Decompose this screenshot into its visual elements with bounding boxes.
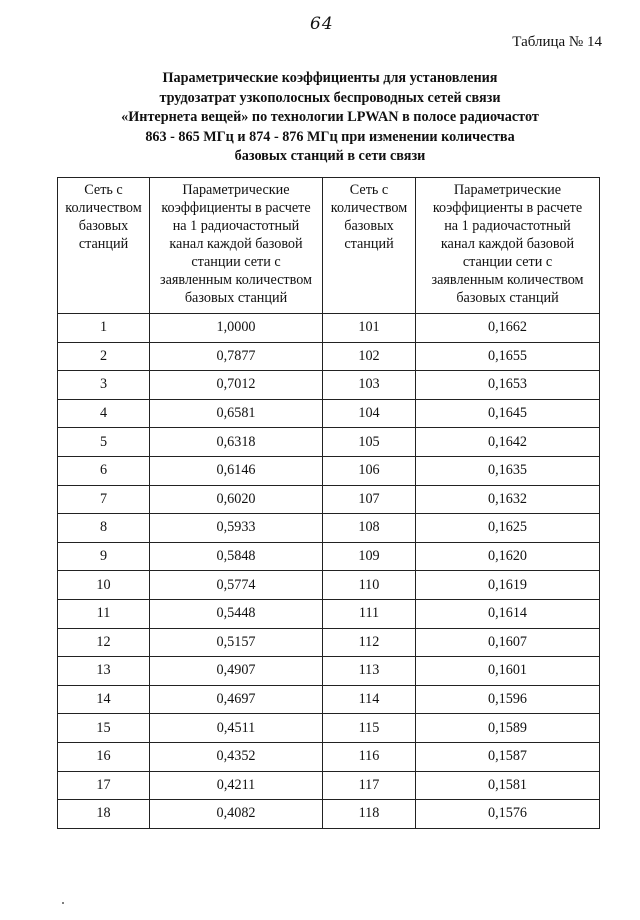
- table-cell: 14: [58, 685, 150, 714]
- table-cell: 0,4511: [150, 714, 323, 743]
- table-cell: 0,1576: [416, 800, 600, 829]
- table-cell: 0,4211: [150, 771, 323, 800]
- column-header-line: на 1 радиочастотный: [172, 218, 300, 234]
- column-header: [323, 178, 416, 314]
- table-cell: 0,4907: [150, 657, 323, 686]
- table-row: [58, 399, 600, 428]
- table-cell: 0,1589: [416, 714, 600, 743]
- page-number: 64: [310, 14, 334, 34]
- column-header-line: Параметрические: [453, 182, 562, 198]
- table-cell: 0,1614: [416, 599, 600, 628]
- table-cell: 0,5157: [150, 628, 323, 657]
- column-header-line: заявленным количеством: [431, 272, 584, 288]
- column-header-line: базовых станций: [184, 290, 288, 306]
- column-header-line: канал каждой базовой: [169, 236, 303, 252]
- table-cell: 8: [58, 514, 150, 543]
- table-row: [58, 685, 600, 714]
- table-cell: 108: [323, 514, 416, 543]
- title-line: 863 - 865 МГц и 874 - 876 МГц при изменении количества: [145, 128, 515, 145]
- table-row: [58, 456, 600, 485]
- table-cell: 101: [323, 314, 416, 343]
- column-header-line: коэффициенты в расчете: [432, 200, 583, 216]
- header-row: [58, 178, 600, 314]
- title-line: базовых станций в сети связи: [234, 148, 426, 164]
- table-cell: 0,6581: [150, 399, 323, 428]
- table-row: [58, 571, 600, 600]
- table-cell: 15: [58, 714, 150, 743]
- table-cell: 0,1620: [416, 542, 600, 571]
- table-cell: 16: [58, 742, 150, 771]
- table-row: [58, 342, 600, 371]
- table-cell: 0,1607: [416, 628, 600, 657]
- column-header-line: Параметрические: [182, 182, 290, 198]
- column-header-line: станций: [78, 236, 129, 252]
- table-cell: 113: [323, 657, 416, 686]
- column-header: [150, 178, 323, 314]
- table-row: [58, 742, 600, 771]
- table-cell: 18: [58, 800, 150, 829]
- table-row: [58, 371, 600, 400]
- table-cell: 5: [58, 428, 150, 457]
- table-cell: 11: [58, 599, 150, 628]
- column-header-line: станций: [344, 236, 394, 252]
- column-header-line: базовых: [344, 218, 394, 234]
- column-header-line: станции сети с: [191, 254, 281, 270]
- table-cell: 0,1596: [416, 685, 600, 714]
- table-cell: 0,1655: [416, 342, 600, 371]
- table-cell: 0,1601: [416, 657, 600, 686]
- table-cell: 2: [58, 342, 150, 371]
- table-cell: 0,5774: [150, 571, 323, 600]
- table-row: [58, 657, 600, 686]
- table-cell: 0,4352: [150, 742, 323, 771]
- table-cell: 12: [58, 628, 150, 657]
- table-cell: 4: [58, 399, 150, 428]
- table-cell: 117: [323, 771, 416, 800]
- table-cell: 0,7877: [150, 342, 323, 371]
- coefficients-table: [57, 177, 600, 829]
- table-cell: 0,1645: [416, 399, 600, 428]
- table-cell: 107: [323, 485, 416, 514]
- table-row: [58, 485, 600, 514]
- table-cell: 9: [58, 542, 150, 571]
- table-cell: 0,6318: [150, 428, 323, 457]
- table-cell: 0,4082: [150, 800, 323, 829]
- table-cell: 0,1635: [416, 456, 600, 485]
- table-cell: 0,1662: [416, 314, 600, 343]
- scan-speck: [62, 902, 64, 904]
- table-cell: 0,6146: [150, 456, 323, 485]
- table-cell: 13: [58, 657, 150, 686]
- table-row: [58, 542, 600, 571]
- title-line: трудозатрат узкополосных беспроводных сетей связи: [159, 89, 501, 106]
- column-header-line: канал каждой базовой: [440, 236, 575, 252]
- table-body: [58, 314, 600, 829]
- table-row: [58, 514, 600, 543]
- column-header: [416, 178, 600, 314]
- table-cell: 6: [58, 456, 150, 485]
- table-cell: 3: [58, 371, 150, 400]
- column-header-line: базовых: [78, 218, 129, 234]
- title-line: «Интернета вещей» по технологии LPWAN в полосе радиочастот: [121, 109, 539, 125]
- column-header-line: заявленным количеством: [160, 272, 312, 288]
- table-cell: 0,5848: [150, 542, 323, 571]
- table-cell: 0,1632: [416, 485, 600, 514]
- column-header: [58, 178, 150, 314]
- table-row: [58, 428, 600, 457]
- column-header-line: базовых станций: [456, 290, 559, 306]
- column-header-line: Сеть с: [349, 182, 389, 198]
- table-cell: 111: [323, 599, 416, 628]
- table-cell: 0,1587: [416, 742, 600, 771]
- table-cell: 17: [58, 771, 150, 800]
- table-cell: 10: [58, 571, 150, 600]
- table-cell: 0,5933: [150, 514, 323, 543]
- table-cell: 105: [323, 428, 416, 457]
- table-cell: 109: [323, 542, 416, 571]
- table-cell: 0,1653: [416, 371, 600, 400]
- table-cell: 106: [323, 456, 416, 485]
- table-cell: 1: [58, 314, 150, 343]
- table-cell: 0,1642: [416, 428, 600, 457]
- table-cell: 115: [323, 714, 416, 743]
- table-cell: 0,1581: [416, 771, 600, 800]
- table-cell: 1,0000: [150, 314, 323, 343]
- table-cell: 104: [323, 399, 416, 428]
- column-header-line: Сеть с: [84, 182, 123, 198]
- table-cell: 7: [58, 485, 150, 514]
- table-cell: 112: [323, 628, 416, 657]
- table-cell: 0,4697: [150, 685, 323, 714]
- table-cell: 0,1619: [416, 571, 600, 600]
- table-cell: 116: [323, 742, 416, 771]
- table-cell: 114: [323, 685, 416, 714]
- table-row: [58, 800, 600, 829]
- table-row: [58, 628, 600, 657]
- table-cell: 110: [323, 571, 416, 600]
- table-row: [58, 314, 600, 343]
- table-cell: 0,6020: [150, 485, 323, 514]
- table-title: [60, 69, 600, 167]
- column-header-line: станции сети с: [462, 254, 553, 270]
- table-cell: 0,7012: [150, 371, 323, 400]
- table-cell: 0,1625: [416, 514, 600, 543]
- table-cell: 102: [323, 342, 416, 371]
- column-header-line: количеством: [330, 200, 408, 216]
- column-header-line: коэффициенты в расчете: [161, 200, 311, 216]
- title-line: Параметрические коэффициенты для установления: [162, 70, 498, 86]
- table-row: [58, 714, 600, 743]
- table-cell: 118: [323, 800, 416, 829]
- table-label: Таблица № 14: [512, 34, 602, 50]
- table-cell: 0,5448: [150, 599, 323, 628]
- column-header-line: на 1 радиочастотный: [444, 218, 571, 234]
- table-cell: 103: [323, 371, 416, 400]
- table-row: [58, 599, 600, 628]
- column-header-line: количеством: [65, 200, 142, 216]
- table-row: [58, 771, 600, 800]
